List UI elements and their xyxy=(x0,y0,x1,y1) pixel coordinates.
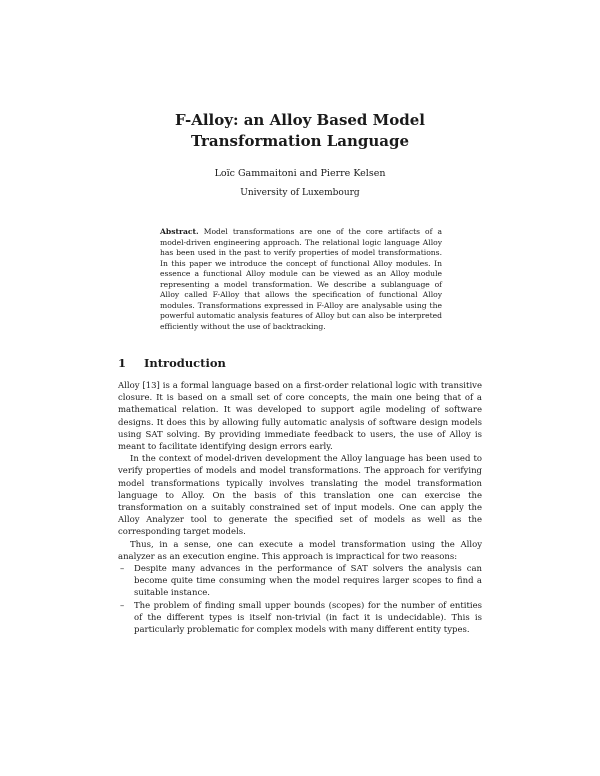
body-paragraph: Alloy [13] is a formal language based on a first-order relational logic with transitive closure. It is based on a small set of core concepts, the main one being that of a mathematical relation. It was developed to support agile modeling of software designs. It does this by allowing fully automatic analysis of software design models using SAT solving. By providing immediate feedback to users, the use of Alloy is meant to facilitate identifying design errors early. xyxy=(118,381,482,453)
reasons-list xyxy=(118,563,482,636)
list-item-text: The problem of finding small upper bounds (scopes) for the number of entities of the different types is itself non-trivial (in fact it is undecidable). This is particularly problematic for complex models with many different entity types. xyxy=(134,600,482,636)
abstract-label: Abstract. xyxy=(160,227,199,236)
paper-title: F-Alloy: an Alloy Based Model Transformation Language xyxy=(175,111,425,150)
list-item-text: Despite many advances in the performance of SAT solvers the analysis can become quite time consuming when the model requires larger scopes to find a suitable instance. xyxy=(134,564,482,599)
abstract-text: Model transformations are one of the core artifacts of a model-driven engineering approach. The relational logic language Alloy has been used in the past to verify properties of model transformations. In this paper we introduce the concept of functional Alloy modules. In essence a functional Alloy module can be viewed as an Alloy module representing a model transformation. We describe a sublanguage of Alloy called F-Alloy that allows the specification of functional Alloy modules. Transformations expressed in F-Alloy are analysable using the powerful automatic analysis features of Alloy but can also be interpreted efficiently without the use of backtracking. xyxy=(160,227,442,331)
list-item xyxy=(118,563,482,600)
abstract-block xyxy=(160,227,442,332)
section-title: Introduction xyxy=(144,356,226,370)
bullet-dash: – xyxy=(120,564,125,575)
section-body xyxy=(118,380,482,636)
paper-affiliation: University of Luxembourg xyxy=(240,188,360,198)
paper-authors: Loïc Gammaitoni and Pierre Kelsen xyxy=(214,168,386,179)
section-heading xyxy=(118,356,482,370)
section-number: 1 xyxy=(118,356,127,370)
body-paragraph: In the context of model-driven development the Alloy language has been used to verify properties of models and model transformations. The approach for verifying model transformations typically involves translating the model transformation language to Alloy. On the basis of this translation one can exercise the transformation on a suitably constrained set of input models. One can apply the Alloy Analyzer tool to generate the specified set of models as well as the corresponding target models. xyxy=(118,454,482,538)
body-paragraph: Thus, in a sense, one can execute a model transformation using the Alloy analyzer as an execution engine. This approach is impractical for two reasons: xyxy=(118,539,482,562)
bullet-dash: – xyxy=(120,600,125,611)
list-item xyxy=(118,600,482,637)
